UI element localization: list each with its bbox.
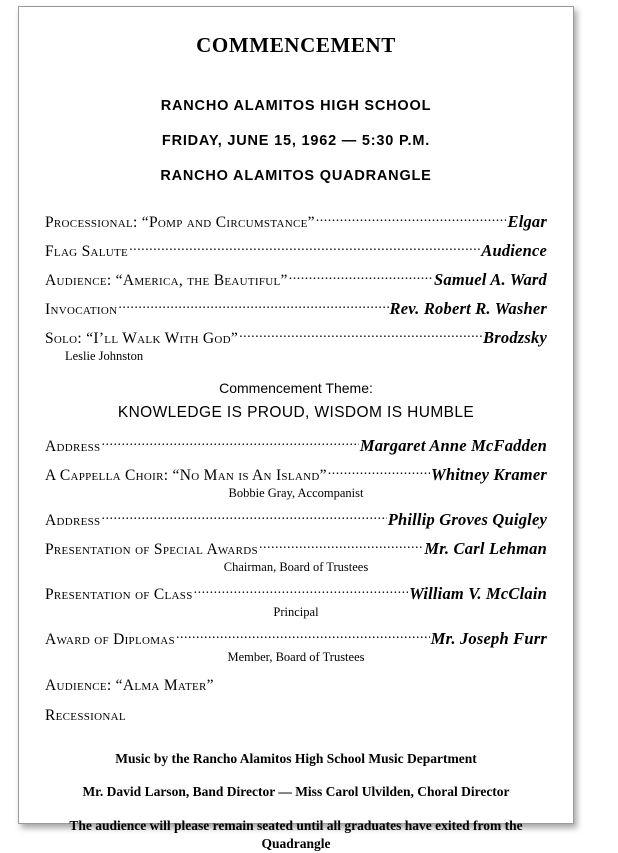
leader-dots xyxy=(316,213,507,227)
program-entry xyxy=(45,299,547,319)
leader-dots xyxy=(194,585,408,599)
leader-dots xyxy=(328,466,430,480)
school-name: RANCHO ALAMITOS HIGH SCHOOL xyxy=(160,98,432,114)
program-entry-label: Audience: “America, the Beautiful” xyxy=(45,272,288,289)
program-entry xyxy=(45,465,547,501)
program-entry xyxy=(45,212,547,232)
program-entry-label: Processional: “Pomp and Circumstance” xyxy=(45,214,315,231)
theme-label: Commencement Theme: xyxy=(219,380,373,396)
program-entry-label: Address xyxy=(45,438,101,455)
leader-dots xyxy=(259,540,423,554)
program-entry xyxy=(45,629,547,665)
program-entry-label: Flag Salute xyxy=(45,243,129,260)
program-entry xyxy=(45,241,547,261)
program-entry-person: Whitney Kramer xyxy=(430,465,547,484)
program-entry-person: Mr. Joseph Furr xyxy=(430,629,547,648)
leader-dots xyxy=(118,300,388,314)
leader-dots xyxy=(129,242,480,256)
program-entry-person: Margaret Anne McFadden xyxy=(359,436,547,455)
program-entry-note: Bobbie Gray, Accompanist xyxy=(228,486,364,500)
event-datetime: FRIDAY, JUNE 15, 1962 — 5:30 P.M. xyxy=(161,133,431,149)
program-entry-plain: Recessional xyxy=(45,707,126,724)
leader-dots xyxy=(239,329,482,343)
footer-music-credit: Music by the Rancho Alamitos High School Music Department xyxy=(115,751,477,766)
program-entry-label: Award of Diplomas xyxy=(45,631,175,648)
footer-notice: The audience will please remain seated until all graduates have exited from the Quadrangle xyxy=(69,818,523,852)
leader-dots xyxy=(101,511,386,525)
program-entry-note: Principal xyxy=(273,605,319,619)
program-entry-person: Elgar xyxy=(507,212,547,231)
program-entry-label: Presentation of Special Awards xyxy=(45,541,258,558)
program-entry-note: Member, Board of Trustees xyxy=(227,650,365,664)
program-entry-label: Presentation of Class xyxy=(45,586,193,603)
leader-dots xyxy=(176,630,430,644)
program-entry-person: Samuel A. Ward xyxy=(434,270,547,289)
program-entry xyxy=(45,539,547,575)
commencement-theme xyxy=(45,380,547,422)
program-entry-plain: Audience: “Alma Mater” xyxy=(45,677,214,694)
program-entry-label: Address xyxy=(45,512,101,529)
program-entry xyxy=(45,328,547,364)
footer-directors: Mr. David Larson, Band Director — Miss Carol Ulvilden, Choral Director xyxy=(82,784,510,799)
program-entry-label: Invocation xyxy=(45,301,118,318)
program-entry-label: Solo: “I’ll Walk With God” xyxy=(45,330,239,347)
program-entry-person: William V. McClain xyxy=(409,584,547,603)
program-page xyxy=(18,6,574,852)
leader-dots xyxy=(289,271,433,285)
page-title: COMMENCEMENT xyxy=(196,33,396,57)
program-entry-person: Audience xyxy=(481,241,547,260)
program-entry-person: Rev. Robert R. Washer xyxy=(389,299,547,318)
program-list-bottom xyxy=(45,436,547,725)
program-entry xyxy=(45,584,547,620)
program-entry xyxy=(45,510,547,530)
program-entry-note: Leslie Johnston xyxy=(65,349,144,363)
program-entry-person: Mr. Carl Lehman xyxy=(424,539,547,558)
program-entry xyxy=(45,436,547,456)
leader-dots xyxy=(101,437,358,451)
program-entry-person: Brodzsky xyxy=(483,328,547,347)
theme-text: KNOWLEDGE IS PROUD, WISDOM IS HUMBLE xyxy=(117,404,475,421)
program-entry xyxy=(45,270,547,290)
program-entry-note: Chairman, Board of Trustees xyxy=(223,560,369,574)
program-list-top xyxy=(45,212,547,364)
program-entry-label: A Cappella Choir: “No Man is An Island” xyxy=(45,467,327,484)
program-entry-person: Phillip Groves Quigley xyxy=(387,510,547,529)
event-venue: RANCHO ALAMITOS QUADRANGLE xyxy=(160,168,432,184)
